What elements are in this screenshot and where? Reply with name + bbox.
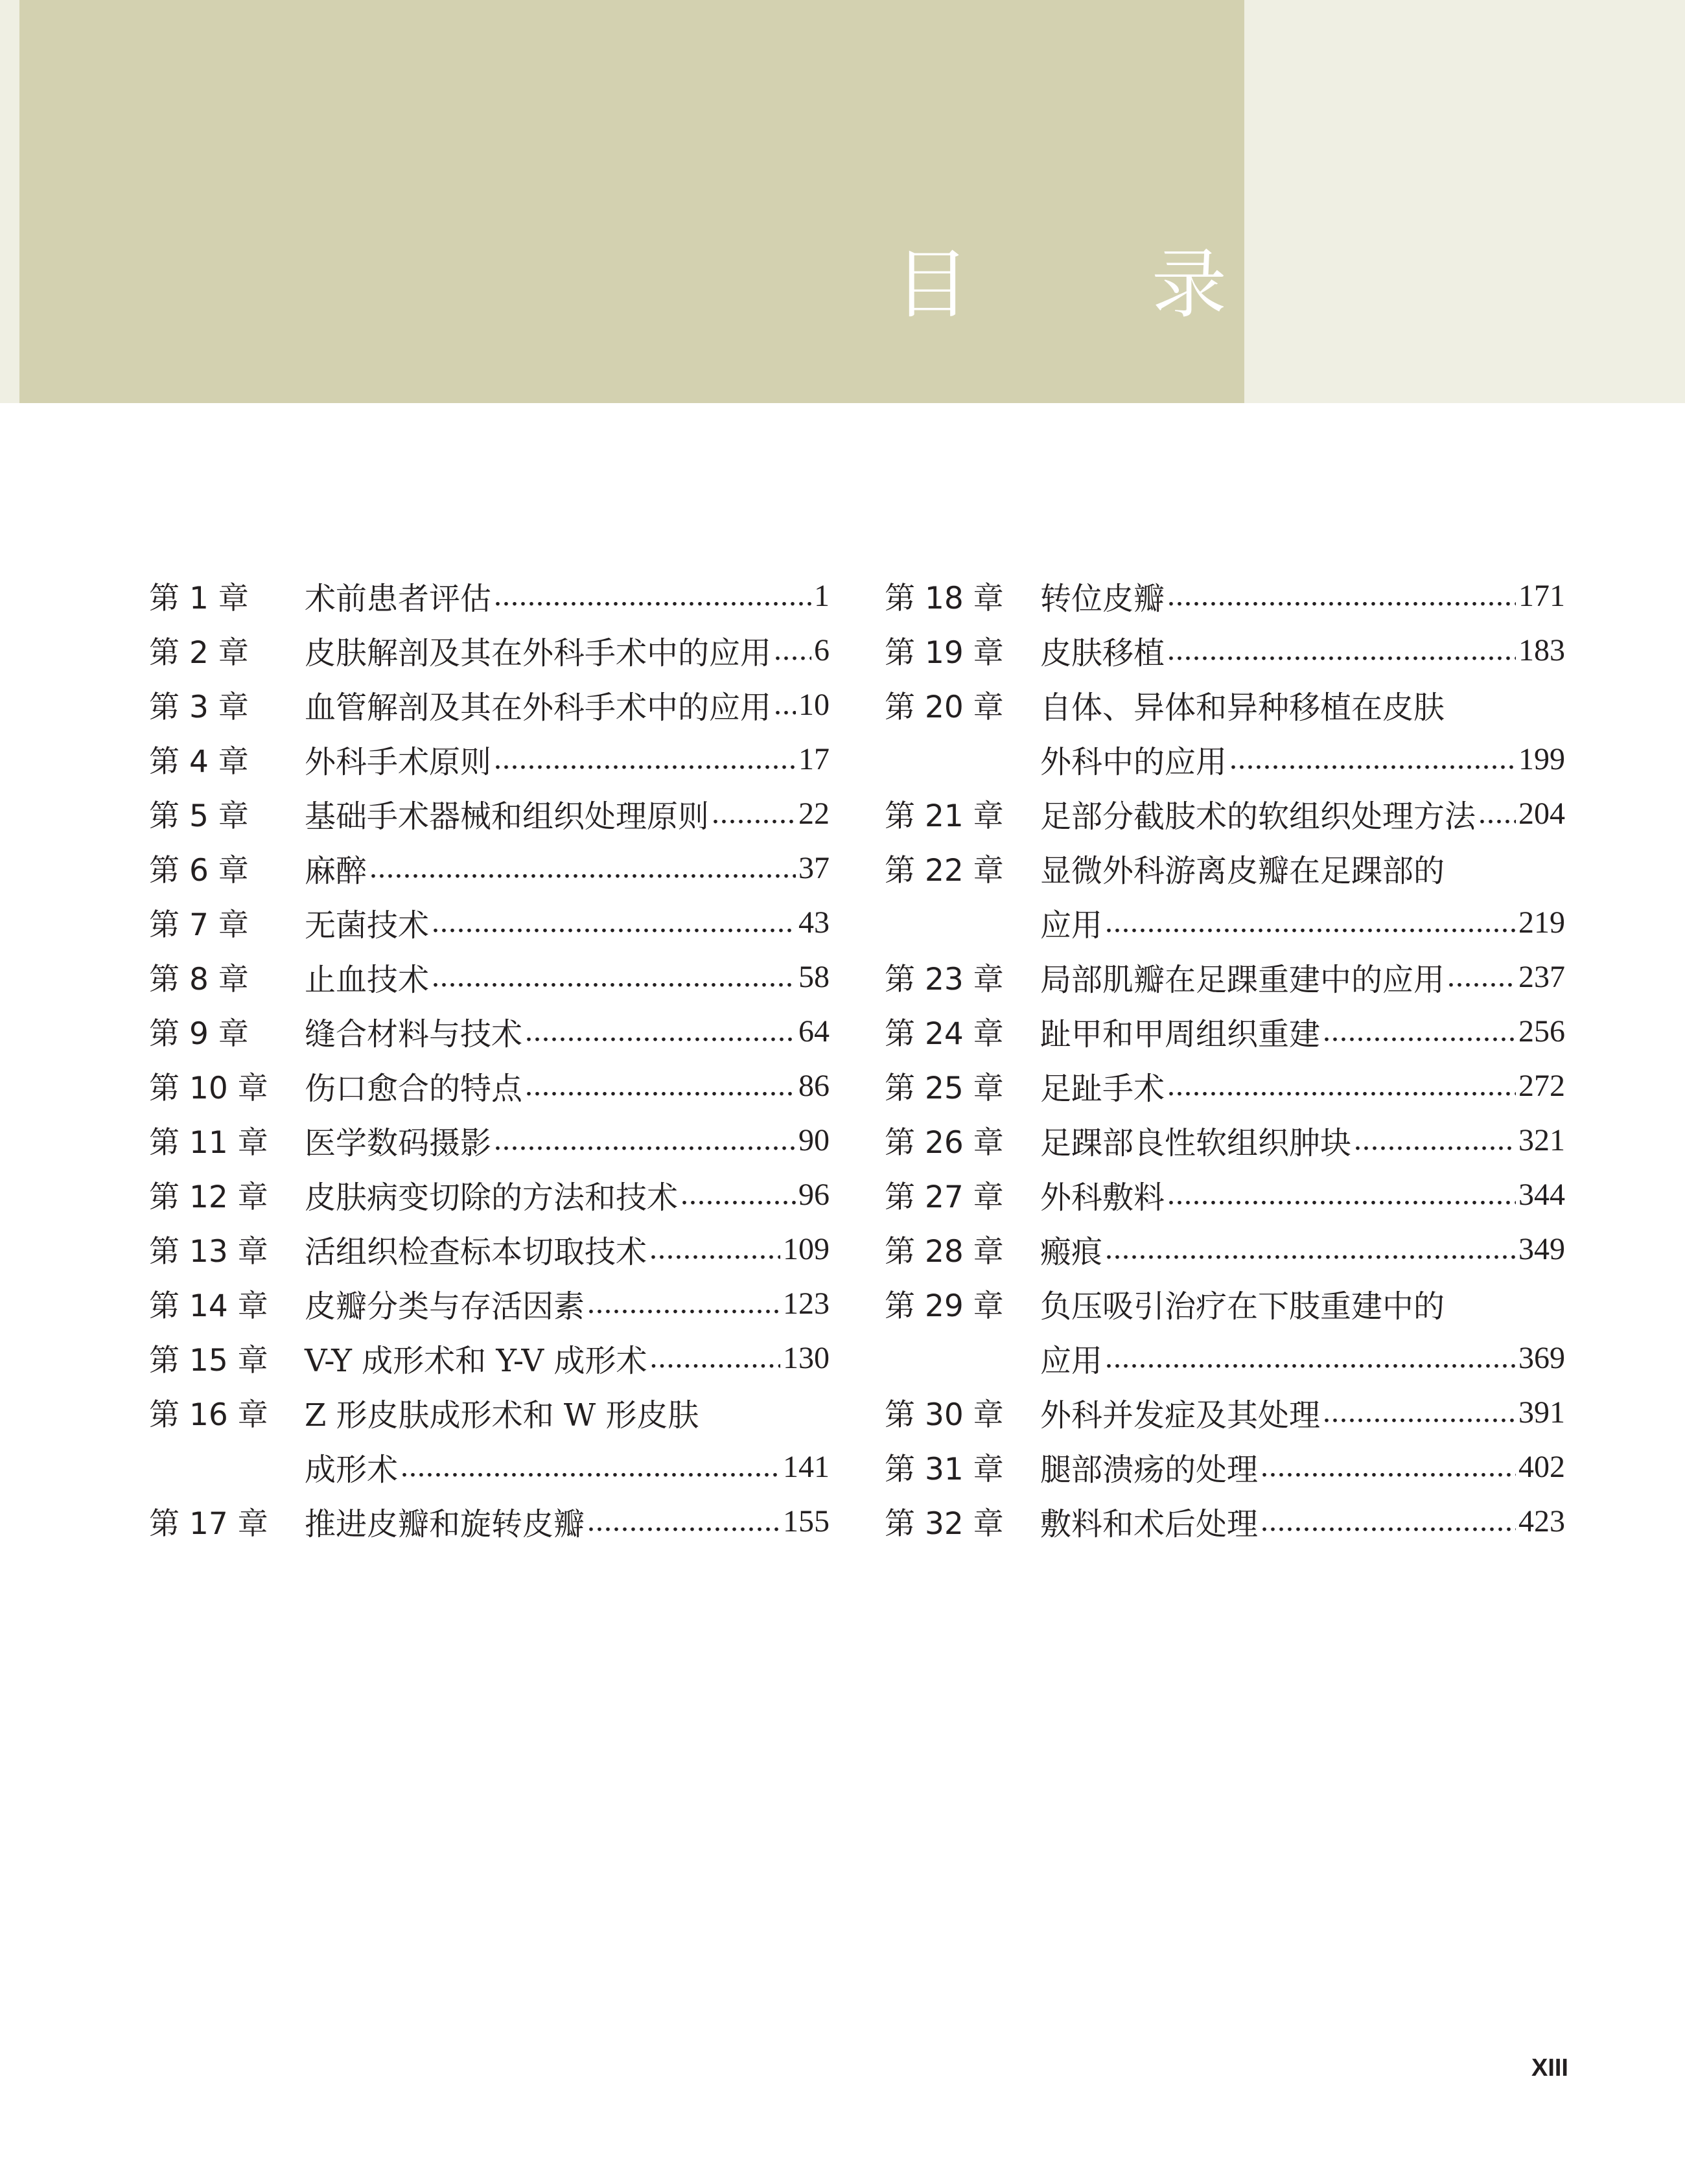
page-ref: 6 — [814, 633, 830, 668]
dot-leader — [1167, 628, 1516, 671]
chapter-number: 第 24 章 — [885, 1016, 1004, 1052]
chapter-title: 无菌技术 — [305, 907, 430, 944]
chapter-number: 第 12 章 — [149, 1179, 268, 1215]
dot-leader — [1447, 955, 1516, 998]
page-ref: 344 — [1518, 1177, 1565, 1212]
chapter-number: 第 1 章 — [149, 580, 249, 616]
chapter-number: 第 19 章 — [885, 634, 1004, 671]
page-ref: 130 — [783, 1340, 830, 1375]
page-ref: 391 — [1518, 1395, 1565, 1430]
chapter-title: 外科手术原则 — [305, 743, 492, 780]
toc-entry[interactable] — [885, 895, 1565, 949]
dot-leader — [1323, 1009, 1516, 1052]
dot-leader — [1323, 1390, 1516, 1434]
dot-leader — [1105, 1227, 1516, 1270]
chapter-title: 成形术 — [305, 1451, 399, 1488]
chapter-number: 第 4 章 — [149, 743, 249, 780]
chapter-number: 第 5 章 — [149, 798, 249, 834]
toc-entry[interactable] — [885, 1222, 1565, 1276]
dot-leader — [494, 737, 796, 780]
chapter-number: 第 14 章 — [149, 1288, 268, 1324]
page-ref: 96 — [798, 1177, 830, 1212]
page-title: 目 录 — [894, 241, 1306, 329]
toc-entry[interactable] — [885, 949, 1565, 1004]
toc-entry[interactable] — [885, 1385, 1565, 1439]
chapter-number: 第 11 章 — [149, 1124, 268, 1161]
dot-leader — [1229, 737, 1516, 780]
chapter-number: 第 2 章 — [149, 634, 249, 671]
page-ref: 22 — [798, 796, 830, 831]
page-ref: 321 — [1518, 1122, 1565, 1157]
page-ref: 86 — [798, 1068, 830, 1103]
toc-entry[interactable] — [149, 1113, 830, 1167]
toc-entry-first-line[interactable] — [885, 677, 1565, 732]
toc-entry[interactable] — [885, 1004, 1565, 1058]
page-ref: 1 — [814, 578, 830, 613]
dot-leader — [432, 900, 796, 944]
page-ref: 43 — [798, 905, 830, 940]
toc-entry[interactable] — [885, 1058, 1565, 1113]
toc-entry-first-line[interactable] — [885, 841, 1565, 895]
chapter-number: 第 30 章 — [885, 1397, 1004, 1433]
toc-entry[interactable] — [149, 1494, 830, 1548]
toc-entry[interactable] — [149, 623, 830, 677]
chapter-number: 第 28 章 — [885, 1233, 1004, 1270]
dot-leader — [712, 791, 796, 835]
chapter-number: 第 13 章 — [149, 1233, 268, 1270]
page-ref: 256 — [1518, 1014, 1565, 1049]
chapter-number: 第 9 章 — [149, 1016, 249, 1052]
chapter-title: 皮瓣分类与存活因素 — [305, 1288, 585, 1325]
chapter-title: 医学数码摄影 — [305, 1124, 492, 1161]
dot-leader — [587, 1499, 780, 1542]
dot-leader — [1167, 574, 1516, 617]
chapter-number: 第 22 章 — [885, 852, 1004, 889]
chapter-title: 推进皮瓣和旋转皮瓣 — [305, 1505, 585, 1542]
chapter-title: 应用 — [1040, 907, 1103, 944]
page-number: XIII — [1531, 2054, 1568, 2082]
chapter-title: 术前患者评估 — [305, 580, 492, 617]
chapter-title: 皮肤病变切除的方法和技术 — [305, 1179, 679, 1216]
page-ref: 237 — [1518, 959, 1565, 994]
page-ref: 219 — [1518, 905, 1565, 940]
chapter-title: 血管解剖及其在外科手术中的应用 — [305, 689, 772, 726]
chapter-title: 止血技术 — [305, 961, 430, 998]
toc-entry[interactable] — [149, 1276, 830, 1330]
chapter-title: 趾甲和甲周组织重建 — [1040, 1016, 1321, 1052]
chapter-title-line: 显微外科游离皮瓣在足踝部的 — [1040, 852, 1445, 889]
chapter-title: 腿部溃疡的处理 — [1040, 1451, 1259, 1488]
dot-leader — [680, 1172, 796, 1216]
dot-leader — [774, 628, 811, 671]
chapter-number: 第 25 章 — [885, 1070, 1004, 1106]
dot-leader — [1261, 1499, 1516, 1542]
toc-entry[interactable] — [149, 841, 830, 895]
toc-entry[interactable] — [149, 1330, 830, 1385]
chapter-number: 第 7 章 — [149, 907, 249, 943]
toc-entry[interactable] — [149, 949, 830, 1004]
chapter-number: 第 31 章 — [885, 1451, 1004, 1487]
chapter-number: 第 23 章 — [885, 961, 1004, 997]
dot-leader — [1354, 1118, 1516, 1161]
chapter-title: 转位皮瓣 — [1040, 580, 1165, 617]
chapter-number: 第 16 章 — [149, 1397, 268, 1433]
chapter-number: 第 21 章 — [885, 798, 1004, 834]
page-ref: 123 — [783, 1286, 830, 1321]
chapter-title: 敷料和术后处理 — [1040, 1505, 1259, 1542]
toc-entry[interactable] — [885, 786, 1565, 841]
chapter-title: 皮肤移植 — [1040, 634, 1165, 671]
dot-leader — [1261, 1445, 1516, 1488]
dot-leader — [587, 1281, 780, 1325]
toc-entry[interactable] — [149, 677, 830, 732]
chapter-title: 瘢痕 — [1040, 1233, 1103, 1270]
toc-entry[interactable] — [885, 732, 1565, 786]
dot-leader — [1105, 1336, 1516, 1379]
chapter-title: 局部肌瓣在足踝重建中的应用 — [1040, 961, 1445, 998]
toc-entry[interactable] — [885, 1330, 1565, 1385]
toc-entry[interactable] — [885, 623, 1565, 677]
dot-leader — [1105, 900, 1516, 944]
dot-leader — [774, 682, 796, 726]
toc-entry[interactable] — [149, 786, 830, 841]
dot-leader — [401, 1445, 780, 1488]
chapter-number: 第 10 章 — [149, 1070, 268, 1106]
dot-leader — [525, 1063, 796, 1107]
chapter-number: 第 15 章 — [149, 1342, 268, 1378]
chapter-title: 缝合材料与技术 — [305, 1016, 523, 1052]
chapter-number: 第 32 章 — [885, 1505, 1004, 1542]
page-ref: 90 — [798, 1122, 830, 1157]
toc-entry[interactable] — [149, 1222, 830, 1276]
page-ref: 10 — [798, 687, 830, 722]
page-ref: 349 — [1518, 1231, 1565, 1266]
dot-leader — [494, 574, 811, 617]
chapter-title: V-Y 成形术和 Y-V 成形术 — [305, 1342, 647, 1379]
chapter-title: 应用 — [1040, 1342, 1103, 1379]
page-ref: 141 — [783, 1449, 830, 1484]
chapter-title: 外科中的应用 — [1040, 743, 1227, 780]
chapter-title: 伤口愈合的特点 — [305, 1070, 523, 1107]
toc-entry[interactable] — [885, 1167, 1565, 1222]
dot-leader — [432, 955, 796, 998]
chapter-title: 麻醉 — [305, 852, 367, 889]
toc-entry[interactable] — [885, 1439, 1565, 1494]
page-ref: 58 — [798, 959, 830, 994]
dot-leader — [649, 1227, 780, 1270]
chapter-number: 第 8 章 — [149, 961, 249, 997]
chapter-title: 足踝部良性软组织肿块 — [1040, 1124, 1352, 1161]
toc-entry[interactable] — [149, 1058, 830, 1113]
toc-entry[interactable] — [149, 1167, 830, 1222]
chapter-number: 第 18 章 — [885, 580, 1004, 616]
dot-leader — [525, 1009, 796, 1052]
chapter-number: 第 3 章 — [149, 689, 249, 725]
dot-leader — [1167, 1172, 1516, 1216]
toc-entry[interactable] — [149, 1004, 830, 1058]
page-ref: 402 — [1518, 1449, 1565, 1484]
chapter-title-line: 负压吸引治疗在下肢重建中的 — [1040, 1288, 1445, 1325]
toc-entry[interactable] — [149, 895, 830, 949]
chapter-title: 外科敷料 — [1040, 1179, 1165, 1216]
chapter-number: 第 20 章 — [885, 689, 1004, 725]
page-ref: 109 — [783, 1231, 830, 1266]
chapter-number: 第 6 章 — [149, 852, 249, 889]
header-band — [19, 0, 1306, 403]
toc-entry[interactable] — [885, 1113, 1565, 1167]
toc-entry[interactable] — [885, 1494, 1565, 1548]
page-ref: 64 — [798, 1014, 830, 1049]
page-ref: 369 — [1518, 1340, 1565, 1375]
toc-right-column — [885, 568, 1565, 1548]
toc-entry[interactable] — [885, 568, 1565, 623]
page-ref: 183 — [1518, 633, 1565, 668]
chapter-number: 第 26 章 — [885, 1124, 1004, 1161]
page-ref: 423 — [1518, 1504, 1565, 1539]
page-ref: 272 — [1518, 1068, 1565, 1103]
page-ref: 199 — [1518, 741, 1565, 776]
chapter-title-line: Z 形皮肤成形术和 W 形皮肤 — [305, 1397, 699, 1434]
toc-left-column — [149, 568, 830, 1548]
dot-leader — [494, 1118, 796, 1161]
page-ref: 171 — [1518, 578, 1565, 613]
chapter-title: 外科并发症及其处理 — [1040, 1397, 1321, 1434]
page-ref: 37 — [798, 850, 830, 885]
chapter-number: 第 29 章 — [885, 1288, 1004, 1324]
chapter-number: 第 27 章 — [885, 1179, 1004, 1215]
chapter-title: 皮肤解剖及其在外科手术中的应用 — [305, 634, 772, 671]
dot-leader — [649, 1336, 780, 1379]
page-ref: 204 — [1518, 796, 1565, 831]
chapter-title: 足部分截肢术的软组织处理方法 — [1040, 798, 1476, 835]
toc-entry[interactable] — [149, 1439, 830, 1494]
toc-entry-first-line[interactable] — [885, 1276, 1565, 1330]
chapter-title: 基础手术器械和组织处理原则 — [305, 798, 710, 835]
chapter-title-line: 自体、异体和异种移植在皮肤 — [1040, 689, 1445, 726]
chapter-number: 第 17 章 — [149, 1505, 268, 1542]
chapter-title: 活组织检查标本切取技术 — [305, 1233, 647, 1270]
dot-leader — [369, 846, 796, 889]
page-ref: 155 — [783, 1504, 830, 1539]
toc-entry[interactable] — [149, 568, 830, 623]
toc-entry-first-line[interactable] — [149, 1385, 830, 1439]
dot-leader — [1167, 1063, 1516, 1107]
page-ref: 17 — [798, 741, 830, 776]
chapter-title: 足趾手术 — [1040, 1070, 1165, 1107]
toc-entry[interactable] — [149, 732, 830, 786]
dot-leader — [1478, 791, 1516, 835]
